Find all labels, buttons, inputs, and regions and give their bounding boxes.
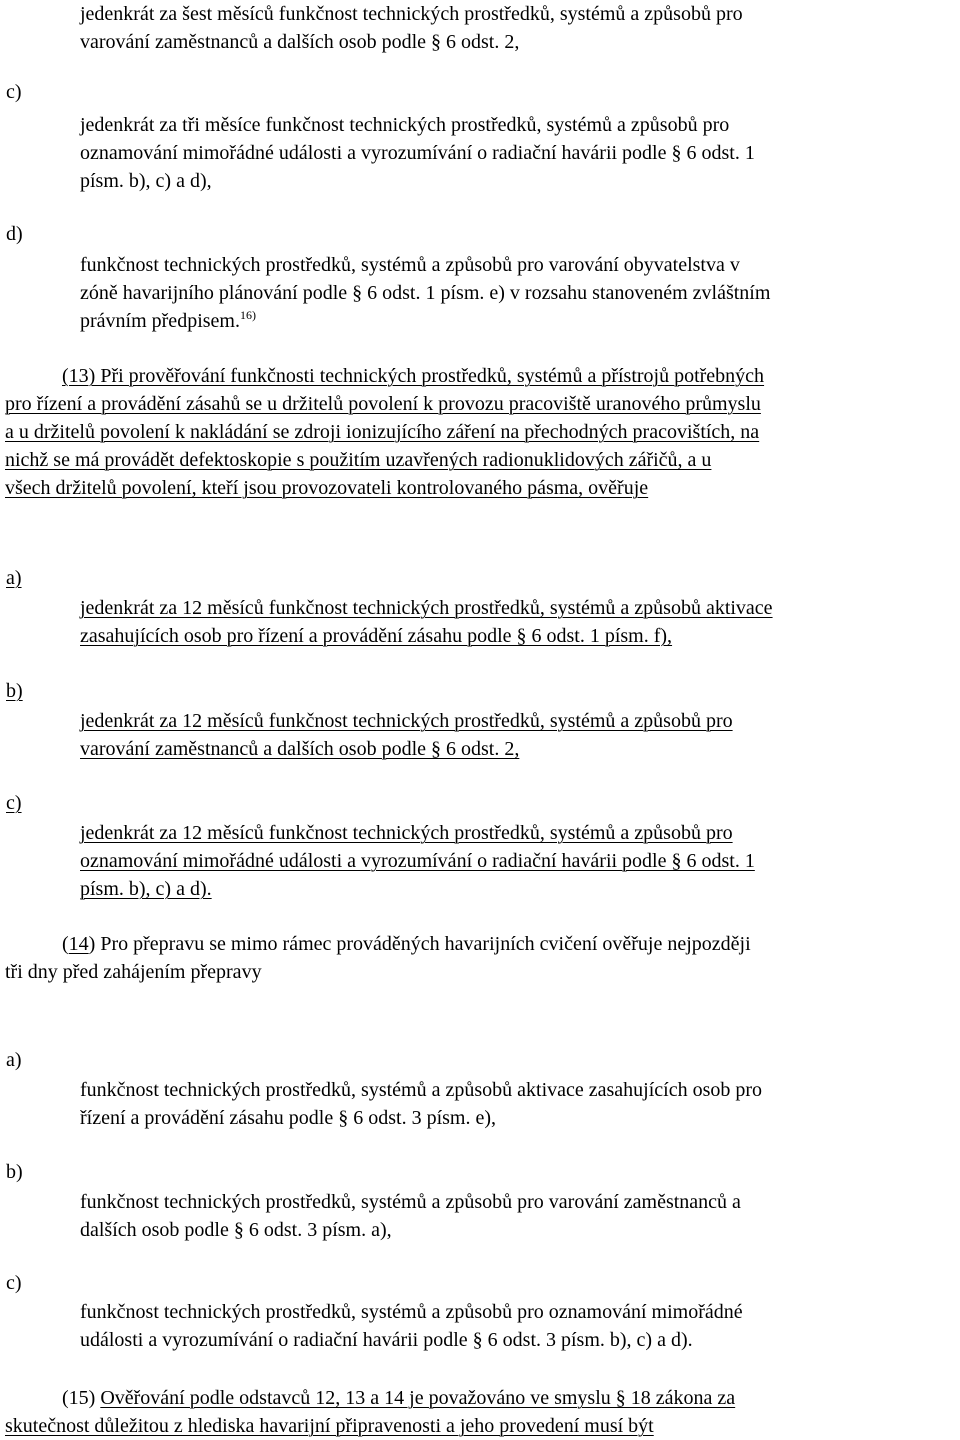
text-line: pro řízení a provádění zásahů se u držitelů povolení k provozu pracoviště uranového průmyslu bbox=[5, 393, 761, 415]
text-line: oznamování mimořádné události a vyrozumívání o radiační havárii podle § 6 odst. 1 bbox=[80, 142, 755, 164]
text-fragment: Pro přepravu se mimo rámec prováděných havarijních cvičení ověřuje nejpozději bbox=[95, 933, 751, 955]
text-line: varování zaměstnanců a dalších osob podle § 6 odst. 2, bbox=[80, 31, 520, 53]
s14-intro bbox=[5, 930, 751, 986]
text-line: funkčnost technických prostředků, systémů a způsobů pro oznamování mimořádné bbox=[80, 1301, 743, 1323]
text-line: události a vyrozumívání o radiační havárii podle § 6 odst. 3 písm. b), c) a d). bbox=[80, 1329, 693, 1351]
text-line: tři dny před zahájením přepravy bbox=[5, 961, 262, 983]
s13-item-c-label: c) bbox=[6, 792, 22, 814]
text-line: jedenkrát za 12 měsíců funkčnost technických prostředků, systémů a způsobů pro bbox=[80, 822, 733, 844]
text-line: dalších osob podle § 6 odst. 3 písm. a), bbox=[80, 1219, 392, 1241]
s14-item-b-label: b) bbox=[6, 1161, 23, 1183]
s12-item-c-label: c) bbox=[6, 81, 22, 103]
text-line: písm. b), c) a d), bbox=[80, 170, 212, 192]
footnote-reference[interactable]: 16) bbox=[239, 308, 256, 322]
text-line: zóně havarijního plánování podle § 6 odst. 1 písm. e) v rozsahu stanoveném zvláštním bbox=[80, 282, 771, 304]
s12-item-d-text bbox=[80, 251, 770, 335]
s15-intro bbox=[5, 1384, 735, 1440]
text-line: nichž se má provádět defektoskopie s použitím uzavřených radionuklidových zářičů, a u bbox=[5, 449, 712, 471]
s14-item-b-text bbox=[80, 1188, 741, 1244]
text-fragment: právním předpisem. bbox=[80, 310, 240, 332]
paragraph-number: 14 bbox=[68, 933, 89, 955]
s12-item-c-text bbox=[80, 111, 755, 195]
s13-item-a-label: a) bbox=[6, 567, 22, 589]
s13-item-b-label: b) bbox=[6, 680, 23, 702]
text-line: jedenkrát za 12 měsíců funkčnost technických prostředků, systémů a způsobů pro bbox=[80, 710, 733, 732]
text-line: oznamování mimořádné události a vyrozumívání o radiační havárii podle § 6 odst. 1 bbox=[80, 850, 755, 872]
text-line: funkčnost technických prostředků, systémů a způsobů pro varování zaměstnanců a bbox=[80, 1191, 741, 1213]
s14-item-a-text bbox=[80, 1076, 762, 1132]
s13-item-c-text bbox=[80, 819, 755, 903]
paragraph-number: (15) bbox=[62, 1387, 96, 1409]
s13-item-b-text bbox=[80, 707, 733, 763]
text-fragment: ) bbox=[88, 933, 96, 955]
text-line: funkčnost technických prostředků, systémů a způsobů aktivace zasahujících osob pro bbox=[80, 1079, 763, 1101]
text-fragment: Ověřování podle odstavců 12, 13 a 14 je považováno ve smyslu § 18 zákona za bbox=[100, 1387, 736, 1409]
s14-item-c-label: c) bbox=[6, 1272, 22, 1294]
text-line: a u držitelů povolení k nakládání se zdroji ionizujícího záření na přechodných pracovištích, na bbox=[5, 421, 760, 443]
text-line: písm. b), c) a d). bbox=[80, 878, 212, 900]
text-line bbox=[80, 307, 770, 335]
text-line: řízení a provádění zásahu podle § 6 odst. 3 písm. e), bbox=[80, 1107, 496, 1129]
text-line: skutečnost důležitou z hlediska havarijní připravenosti a jeho provedení musí být bbox=[5, 1415, 654, 1437]
s13-intro bbox=[5, 362, 764, 502]
text-fragment: (13) Při prověřování funkčnosti technických prostředků, systémů a přístrojů potřebných bbox=[62, 365, 765, 387]
s13-item-a-text bbox=[80, 594, 773, 650]
text-line bbox=[5, 930, 751, 958]
text-fragment: ( bbox=[62, 933, 69, 955]
text-line: funkčnost technických prostředků, systémů a způsobů pro varování obyvatelstva v bbox=[80, 254, 740, 276]
text-line: jedenkrát za šest měsíců funkčnost technických prostředků, systémů a způsobů pro bbox=[80, 3, 743, 25]
s12-item-d-label: d) bbox=[6, 223, 23, 245]
text-line: jedenkrát za tři měsíce funkčnost technických prostředků, systémů a způsobů pro bbox=[80, 114, 730, 136]
text-line: jedenkrát za 12 měsíců funkčnost technických prostředků, systémů a způsobů aktivace bbox=[80, 597, 773, 619]
s14-item-a-label: a) bbox=[6, 1049, 22, 1071]
text-line: zasahujících osob pro řízení a provádění zásahu podle § 6 odst. 1 písm. f), bbox=[80, 625, 673, 647]
s12-item-b-text bbox=[80, 0, 743, 56]
text-line: varování zaměstnanců a dalších osob podle § 6 odst. 2, bbox=[80, 738, 520, 760]
s14-item-c-text bbox=[80, 1298, 743, 1354]
text-line bbox=[5, 1384, 735, 1412]
text-line bbox=[5, 362, 764, 390]
text-line: všech držitelů povolení, kteří jsou provozovateli kontrolovaného pásma, ověřuje bbox=[5, 477, 649, 499]
